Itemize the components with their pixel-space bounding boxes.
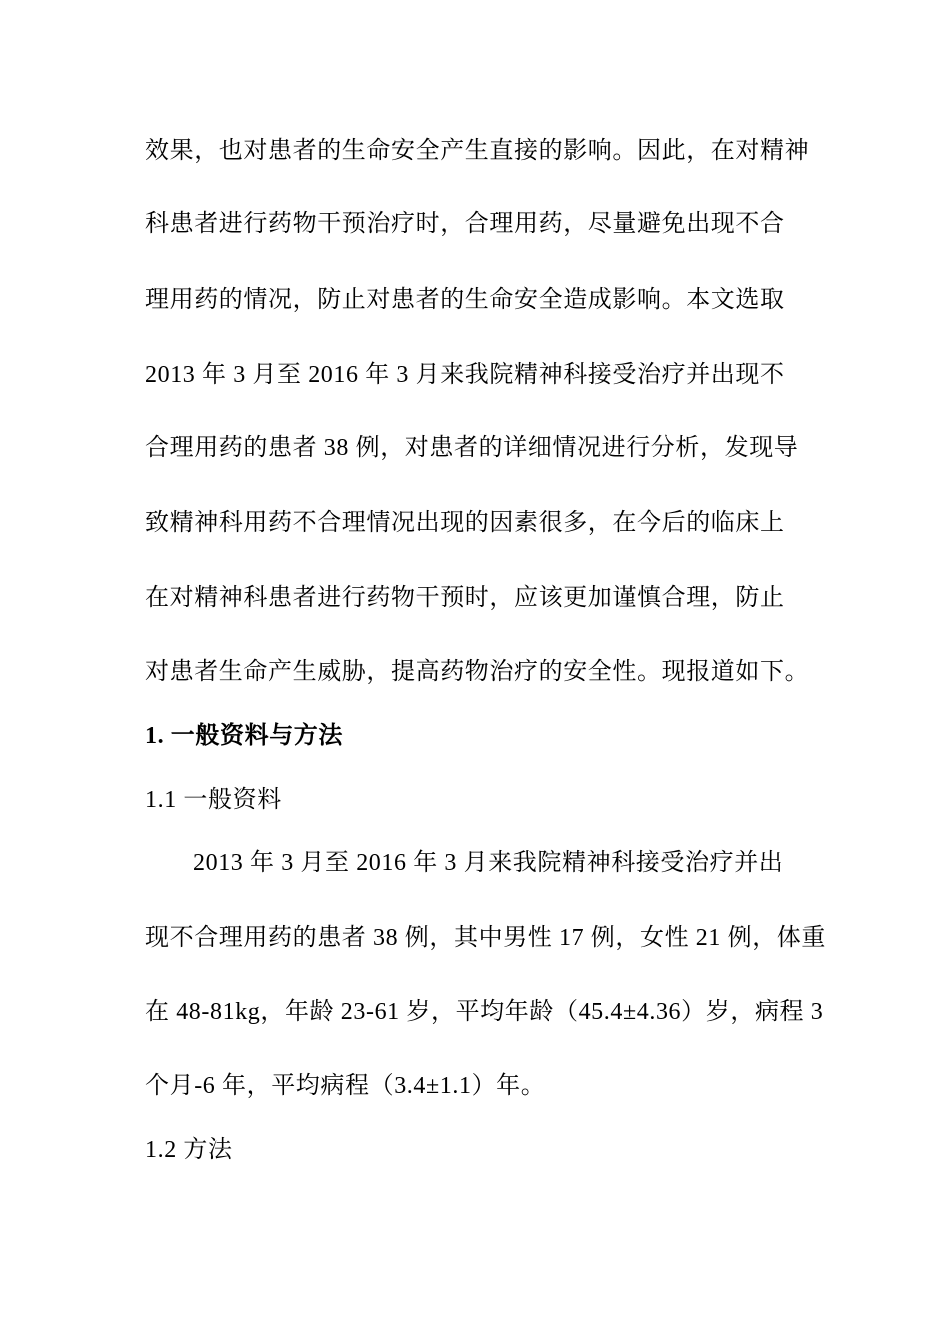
body-text-line: 2013 年 3 月至 2016 年 3 月来我院精神科接受治疗并出 (193, 850, 784, 876)
section-heading: 1. 一般资料与方法 (145, 723, 343, 749)
body-text-line: 科患者进行药物干预治疗时，合理用药，尽量避免出现不合 (145, 211, 785, 237)
body-text-line: 在对精神科患者进行药物干预时，应该更加谨慎合理，防止 (145, 585, 785, 611)
body-text-line: 合理用药的患者 38 例，对患者的详细情况进行分析，发现导 (145, 435, 799, 461)
subsection-heading: 1.2 方法 (145, 1137, 233, 1163)
body-text-line: 致精神科用药不合理情况出现的因素很多，在今后的临床上 (145, 510, 785, 536)
body-text-line: 在 48-81kg，年龄 23-61 岁，平均年龄（45.4±4.36）岁，病程 3 (145, 999, 824, 1025)
body-text-line: 现不合理用药的患者 38 例，其中男性 17 例，女性 21 例，体重 (145, 925, 826, 951)
body-text-line: 效果，也对患者的生命安全产生直接的影响。因此，在对精神 (145, 138, 810, 164)
body-text-line: 理用药的情况，防止对患者的生命安全造成影响。本文选取 (145, 287, 785, 313)
body-text-line: 2013 年 3 月至 2016 年 3 月来我院精神科接受治疗并出现不 (145, 362, 785, 388)
subsection-heading: 1.1 一般资料 (145, 787, 282, 813)
body-text-line: 个月-6 年，平均病程（3.4±1.1）年。 (145, 1073, 546, 1099)
body-text-line: 对患者生命产生威胁，提高药物治疗的安全性。现报道如下。 (145, 659, 810, 685)
